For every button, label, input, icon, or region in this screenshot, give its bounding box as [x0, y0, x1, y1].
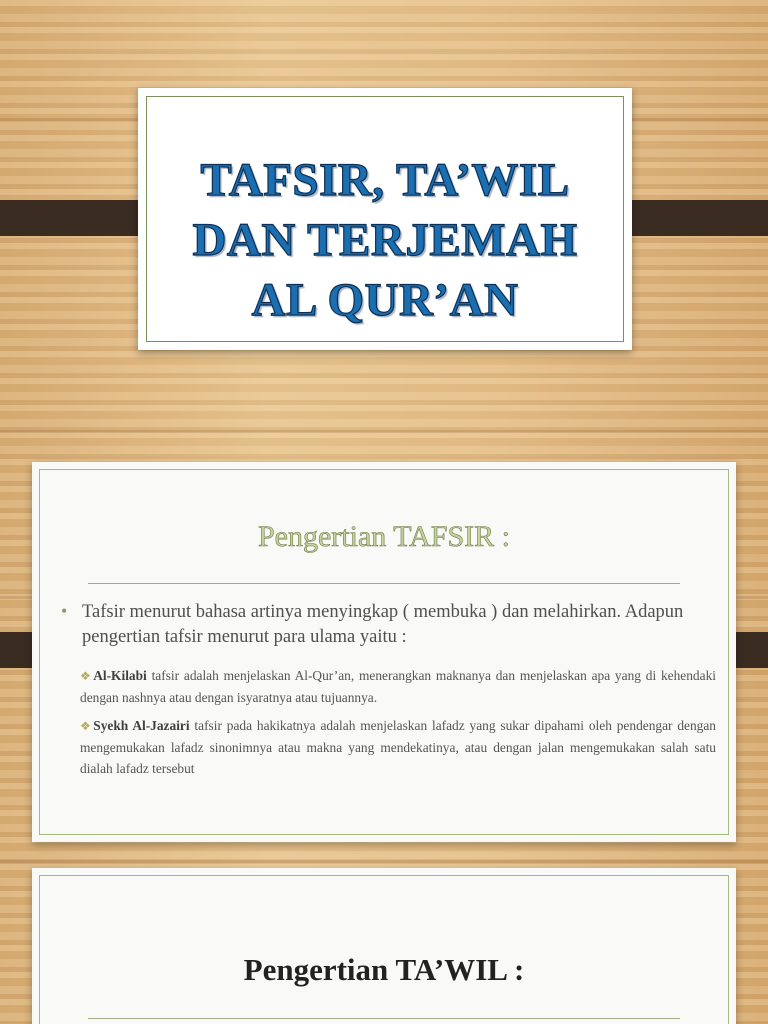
sub-bullet-item	[80, 715, 716, 779]
section-heading: Pengertian TA’WIL :	[243, 952, 525, 987]
section-heading: Pengertian TAFSIR :	[257, 520, 511, 553]
intro-bullet	[61, 600, 716, 650]
intro-text: Tafsir menurut bahasa artinya menyingkap ( membuka ) dan melahirkan. Adapun pengertian tafsir menurut para ulama yaitu :	[82, 602, 684, 647]
content-card	[32, 462, 736, 842]
title-card	[138, 88, 632, 350]
title-line-3: AL QUR’AN	[251, 274, 519, 326]
slide-title	[0, 0, 768, 430]
definition-text: tafsir pada hakikatnya adalah menjelaskan lafadz yang sukar dipahami oleh pendengar dengan mengemukakan lafadz sinonimnya atau makna yang mendekatinya, atau dengan jalan mengemukakan salah satu dialah lafadz tersebut	[80, 718, 717, 776]
content-card	[32, 868, 736, 1024]
definition-text: tafsir adalah menjelaskan Al-Qur’an, menerangkan maknanya dan menjelaskan apa yang di kehendaki dengan nashnya atau dengan isyaratnya atau tujuannya.	[80, 668, 716, 705]
scholar-name: Al-Kilabi	[93, 668, 147, 683]
slide-tawil	[0, 860, 768, 1024]
title-line-1: TAFSIR, TA’WIL	[200, 154, 570, 206]
bullet-dot-icon: •	[61, 601, 68, 621]
scholar-name: Syekh Al-Jazairi	[93, 718, 190, 733]
diamond-bullet-icon: ❖	[80, 719, 93, 733]
sub-bullet-item	[80, 665, 716, 708]
heading-divider	[88, 583, 680, 584]
diamond-bullet-icon: ❖	[80, 669, 93, 683]
content-card-border	[39, 875, 729, 1024]
heading-divider	[88, 1018, 680, 1019]
slide-title-text	[150, 150, 620, 330]
title-line-2: DAN TERJEMAH	[192, 214, 578, 266]
slide-tafsir	[0, 430, 768, 860]
